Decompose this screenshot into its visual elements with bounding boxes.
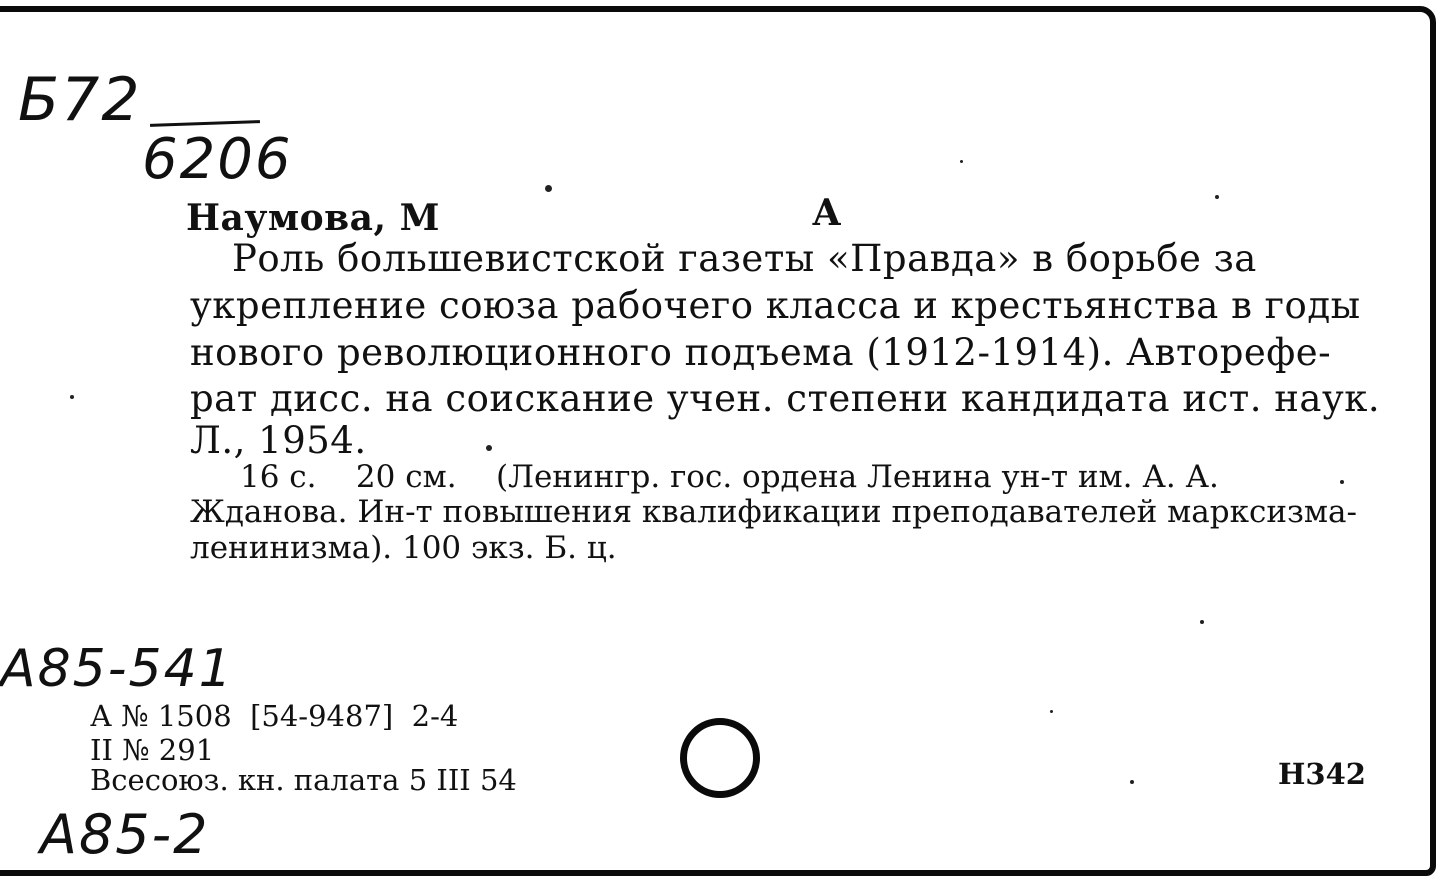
details-line-3: ленинизма). 100 экз. Б. ц.: [190, 530, 617, 566]
footer-number-line: II № 291: [90, 733, 215, 767]
title-line-4: рат дисс. на соискание учен. степени кандидата ист. наук.: [190, 377, 1381, 420]
speck: [1050, 710, 1053, 713]
handwritten-mark-a85-2: A85-2: [40, 803, 210, 866]
title-line-2: укрепление союза рабочего класса и крестьянства в годы: [190, 284, 1361, 327]
speck: [1130, 780, 1134, 784]
handwritten-call-number-top: Б72: [18, 65, 142, 135]
handwritten-mark-541: A85-541: [0, 639, 234, 699]
speck: [1200, 620, 1204, 624]
title-line-5: Л., 1954.: [190, 419, 367, 462]
speck: [1340, 480, 1344, 484]
index-letter: А: [812, 192, 842, 234]
card-hole-circle: [680, 718, 760, 798]
title-line-3: нового революционного подъема (1912-1914). Авторефе-: [190, 331, 1332, 374]
speck: [960, 160, 963, 163]
speck: [1215, 195, 1219, 199]
title-line-1: Роль большевистской газеты «Правда» в борьбе за: [232, 237, 1257, 280]
speck: [70, 395, 74, 399]
footer-registration-line: А № 1508 [54-9487] 2-4: [90, 699, 459, 733]
author-name: Наумова, М: [186, 197, 440, 239]
footer-chamber-line: Всесоюз. кн. палата 5 III 54: [90, 763, 517, 797]
footer-code: Н342: [1278, 757, 1366, 791]
speck: [486, 445, 492, 451]
handwritten-call-number-bottom: 6206: [142, 127, 293, 192]
details-line-2: Жданова. Ин-т повышения квалификации преподавателей марксизма-: [190, 494, 1357, 530]
speck: [545, 185, 552, 192]
details-line-1: 16 с. 20 см. (Ленингр. гос. ордена Ленина ун-т им. А. А.: [240, 459, 1219, 495]
